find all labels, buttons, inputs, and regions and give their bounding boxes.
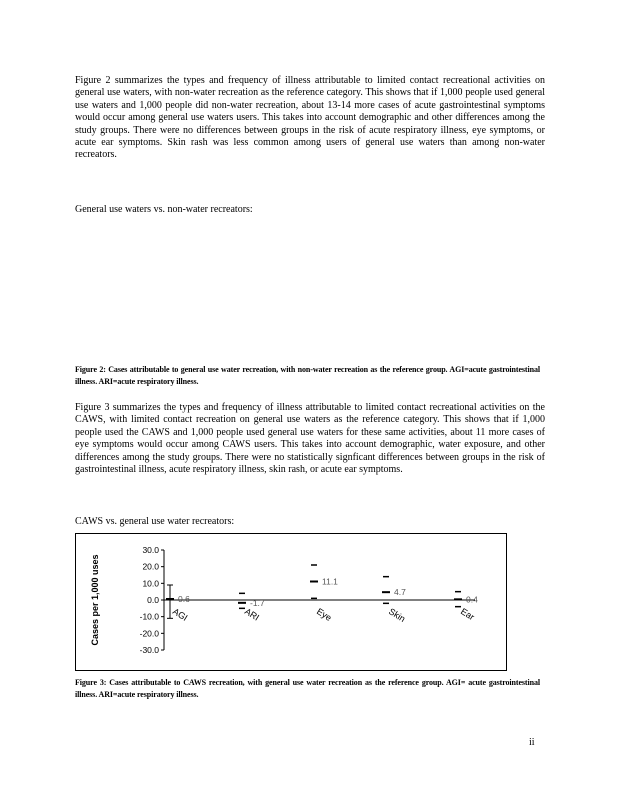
data-label-ear: 0.4 <box>466 594 478 605</box>
data-label-ari: -1.7 <box>250 597 265 608</box>
figure3-chart <box>75 533 507 671</box>
y-tick-label: 30.0 <box>142 545 159 555</box>
figure2-caption: Figure 2: Cases attributable to general use water recreation, with non-water recreation as the reference group. AGI=acute gastrointestinal illness. ARI=acute respiratory illness. <box>75 365 540 386</box>
y-tick-label: 10.0 <box>142 578 159 589</box>
paragraph-figure3-summary: Figure 3 summarizes the types and frequency of illness attributable to limited contact recreational activities on the CAWS, with limited contact recreation on general use waters as the reference category. This shows that if 1,000 people used the CAWS and 1,000 people used general use waters for these same activities, about 11 more cases of eye symptoms would occur among CAWS users. This takes into account demographic, water exposure, and other differences among the study groups. There were no statistically signficant differences between groups in the risk of gastrointestinal illness, acute respiratory illness, skin rash, or acute ear symptoms. <box>75 402 545 476</box>
paragraph-figure2-summary: Figure 2 summarizes the types and frequency of illness attributable to limited contact recreational activities on general use waters, with non-water recreation as the reference category. This shows that if 1,000 people used general use waters and 1,000 people did non-water recreation, about 13-14 more cases of acute gastrointestinal symptoms would occur among general use waters users. This takes into account demographic and other differences among the study groups. There were no differences between groups in the risk of acute respiratory illness, eye symptoms, or acute ear symptoms. Skin rash was less common among users of general use waters than among non-water recreators. <box>75 75 545 161</box>
figure3-caption: Figure 3: Cases attributable to CAWS recreation, with general use water recreation as the reference group. AGI= acute gastrointestinal illness. ARI=acute respiratory illness. <box>75 678 540 699</box>
y-tick-label: -20.0 <box>139 628 159 639</box>
y-tick-label: 0.0 <box>147 595 159 605</box>
data-label-skin: 4.7 <box>394 587 406 598</box>
category-label-ear: Ear <box>458 606 477 623</box>
y-tick-label: -30.0 <box>139 645 159 655</box>
data-label-eye: 11.1 <box>322 576 338 587</box>
heading-caws-vs-general: CAWS vs. general use water recreators: <box>75 516 235 527</box>
data-label-agi: 0.6 <box>178 594 190 604</box>
y-tick-label: -10.0 <box>139 611 159 622</box>
y-tick-label: 20.0 <box>142 561 159 572</box>
y-axis-label: Cases per 1,000 uses <box>90 554 100 646</box>
heading-general-vs-nonwater: General use waters vs. non-water recreators: <box>75 204 253 215</box>
category-label-skin: Skin <box>386 606 408 624</box>
category-label-ari: ARI <box>242 606 261 623</box>
category-label-eye: Eye <box>314 606 334 623</box>
page-number: ii <box>529 737 535 748</box>
category-label-agi: AGI <box>170 606 190 623</box>
